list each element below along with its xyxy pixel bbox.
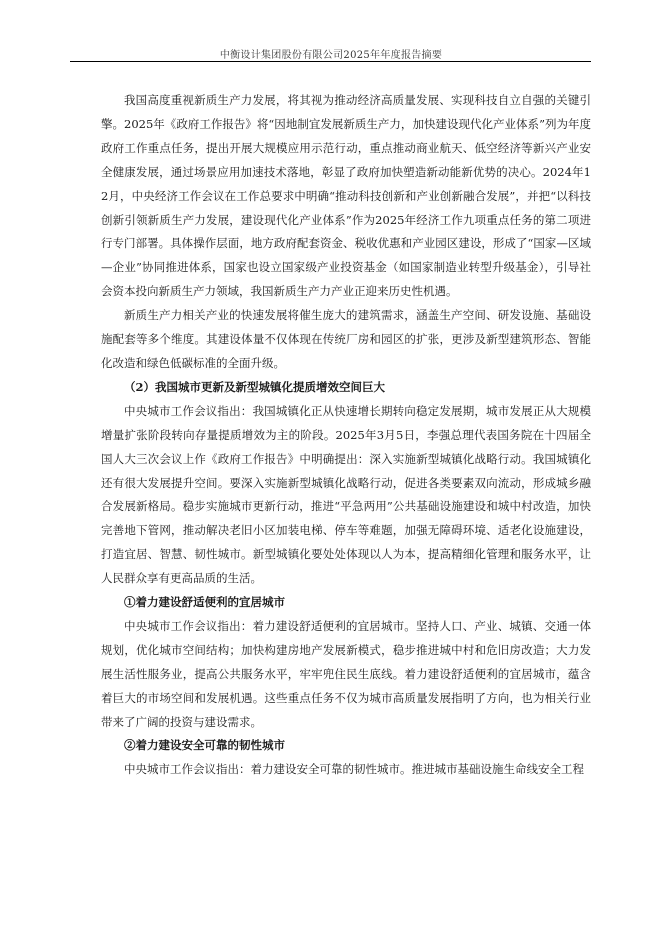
paragraph-building-demand: 新质生产力相关产业的快速发展将催生庞大的建筑需求，涵盖生产空间、研发设施、基础设施配套等多个维度。其建设体量不仅体现在传统厂房和园区的扩张，更涉及新型建筑形态、智能化改造和绿色低碳标准的全面升级。 — [101, 308, 591, 370]
section-heading-urban-renewal: （2）我国城市更新及新型城镇化提质增效空间巨大 — [124, 379, 385, 394]
page-header: 中衡设计集团股份有限公司2025年年度报告摘要 — [219, 50, 443, 61]
paragraph-new-productive-forces: 我国高度重视新质生产力发展，将其视为推动经济高质量发展、实现科技自立自强的关键引擎。2025年《政府工作报告》将“因地制宜发展新质生产力，加快建设现代化产业体系”列为年度政府工作重点任务，提出开展大规模应用示范行动，重点推动商业航天、低空经济等新兴产业安全健康发展，通过场景应用加速技术落地，彰显了政府加快塑造新动能新优势的决心。2024年12月，中央经济工作会议在工作总要求中明确“推动科技创新和产业创新融合发展”，并把“以科技创新引领新质生产力发展，建设现代化产业体系”作为2025年经济工作九项重点任务的第二项进行专门部署。具体操作层面，地方政府配套资金、税收优惠和产业园区建设，形成了“国家—区域—企业”协同推进体系，国家也设立国家级产业投资基金（如国家制造业转型升级基金），引导社会资本投向新质生产力领域，我国新质生产力产业正迎来历史性机遇。 — [101, 93, 591, 299]
paragraph-urbanization: 中央城市工作会议指出：我国城镇化正从快速增长期转向稳定发展期，城市发展正从大规模增量扩张阶段转向存量提质增效为主的阶段。2025年3月5日，李强总理代表国务院在十四届全国人大三次会议上作《政府工作报告》中明确提出：深入实施新型城镇化战略行动。我国城镇化还有很大发展提升空间。要深入实施新型城镇化战略行动，促进各类要素双向流动，形成城乡融合发展新格局。稳步实施城市更新行动，推进“平急两用”公共基础设施建设和城中村改造，加快完善地下管网，推动解决老旧小区加装电梯、停车等难题，加强无障碍环境、适老化设施建设，打造宜居、智慧、韧性城市。新型城镇化要处处体现以人为本，提高精细化管理和服务水平，让人民群众享有更高品质的生活。 — [101, 403, 591, 586]
subheading-resilient-city: ②着力建设安全可靠的韧性城市 — [124, 738, 285, 753]
subheading-livable-city: ①着力建设舒适便利的宜居城市 — [124, 595, 285, 610]
document-body — [101, 89, 591, 782]
header-rule — [70, 61, 591, 62]
paragraph-livable-city: 中央城市工作会议指出：着力建设舒适便利的宜居城市。坚持人口、产业、城镇、交通一体规划，优化城市空间结构；加快构建房地产发展新模式，稳步推进城中村和危旧房改造；大力发展生活性服务业，提高公共服务水平，牢牢兜住民生底线。着力建设舒适便利的宜居城市，蕴含着巨大的市场空间和发展机遇。这些重点任务不仅为城市高质量发展指明了方向，也为相关行业带来了广阔的投资与建设需求。 — [101, 618, 591, 729]
paragraph-resilient-city: 中央城市工作会议指出：着力建设安全可靠的韧性城市。推进城市基础设施生命线安全工程 — [124, 762, 584, 777]
